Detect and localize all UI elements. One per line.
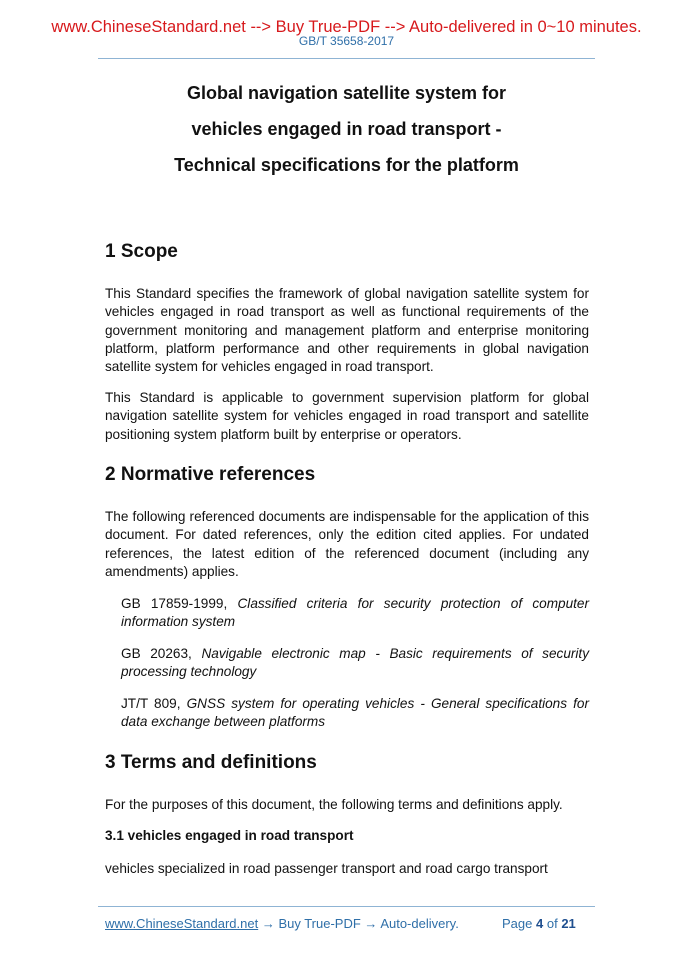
promo-banner: www.ChineseStandard.net --> Buy True-PDF --> Auto-delivered in 0~10 minutes. [51,18,642,36]
scope-paragraph-2: This Standard is applicable to government supervision platform for global navigation satellite system for vehicles engaged in road transport and satellite positioning system platform built by enterprise or operators. [105,390,589,442]
document-title-line2: vehicles engaged in road transport - [191,119,502,139]
footer-buy: Buy True-PDF [278,916,361,931]
section-heading-scope: 1 Scope [105,241,178,262]
normative-paragraph: The following referenced documents are indispensable for the application of this document. For dated references, only the edition cited applies. For undated references, the latest edition of the referenced document (including any amendments) applies. [105,509,589,579]
of-label: of [546,916,558,931]
document-title-line1: Global navigation satellite system for [186,83,507,103]
reference-code: JT/T 809, [121,696,181,711]
reference-title: Navigable electronic map - Basic requirements of security processing technology [121,646,589,680]
reference-item [121,595,589,632]
reference-code: GB 20263, [121,646,192,661]
footer-links [105,916,459,931]
terms-paragraph: For the purposes of this document, the following terms and definitions apply. [105,797,563,812]
footer-divider [98,906,595,907]
footer-site-link[interactable]: www.ChineseStandard.net [105,916,259,931]
footer-auto: Auto-delivery. [380,916,459,931]
page-label: Page [502,916,533,931]
reference-title: GNSS system for operating vehicles - General specifications for data exchange between platforms [121,696,590,730]
arrow-icon: → [258,916,279,931]
scope-paragraph-1: This Standard specifies the framework of global navigation satellite system for vehicles engaged in road transport as well as functional requirements of the government monitoring and management platform and enterprise monitoring platform, platform performance and other requirements in global navigation satellite system for vehicles engaged in road transport. [105,286,589,375]
header-divider [98,58,595,59]
reference-code: GB 17859-1999, [121,596,228,611]
page-indicator [502,916,576,931]
standard-number: GB/T 35658-2017 [298,34,395,48]
arrow-icon: → [360,916,381,931]
term-definition: vehicles specialized in road passenger transport and road cargo transport [105,861,548,876]
total-pages: 21 [561,916,576,931]
document-title-line3: Technical specifications for the platform [174,155,519,175]
term-heading: 3.1 vehicles engaged in road transport [105,828,354,843]
section-heading-terms: 3 Terms and definitions [105,752,317,773]
reference-item [121,695,589,732]
current-page: 4 [536,916,544,931]
reference-title: Classified criteria for security protection of computer information system [121,596,590,630]
section-heading-normative: 2 Normative references [105,464,316,485]
reference-item [121,645,589,682]
